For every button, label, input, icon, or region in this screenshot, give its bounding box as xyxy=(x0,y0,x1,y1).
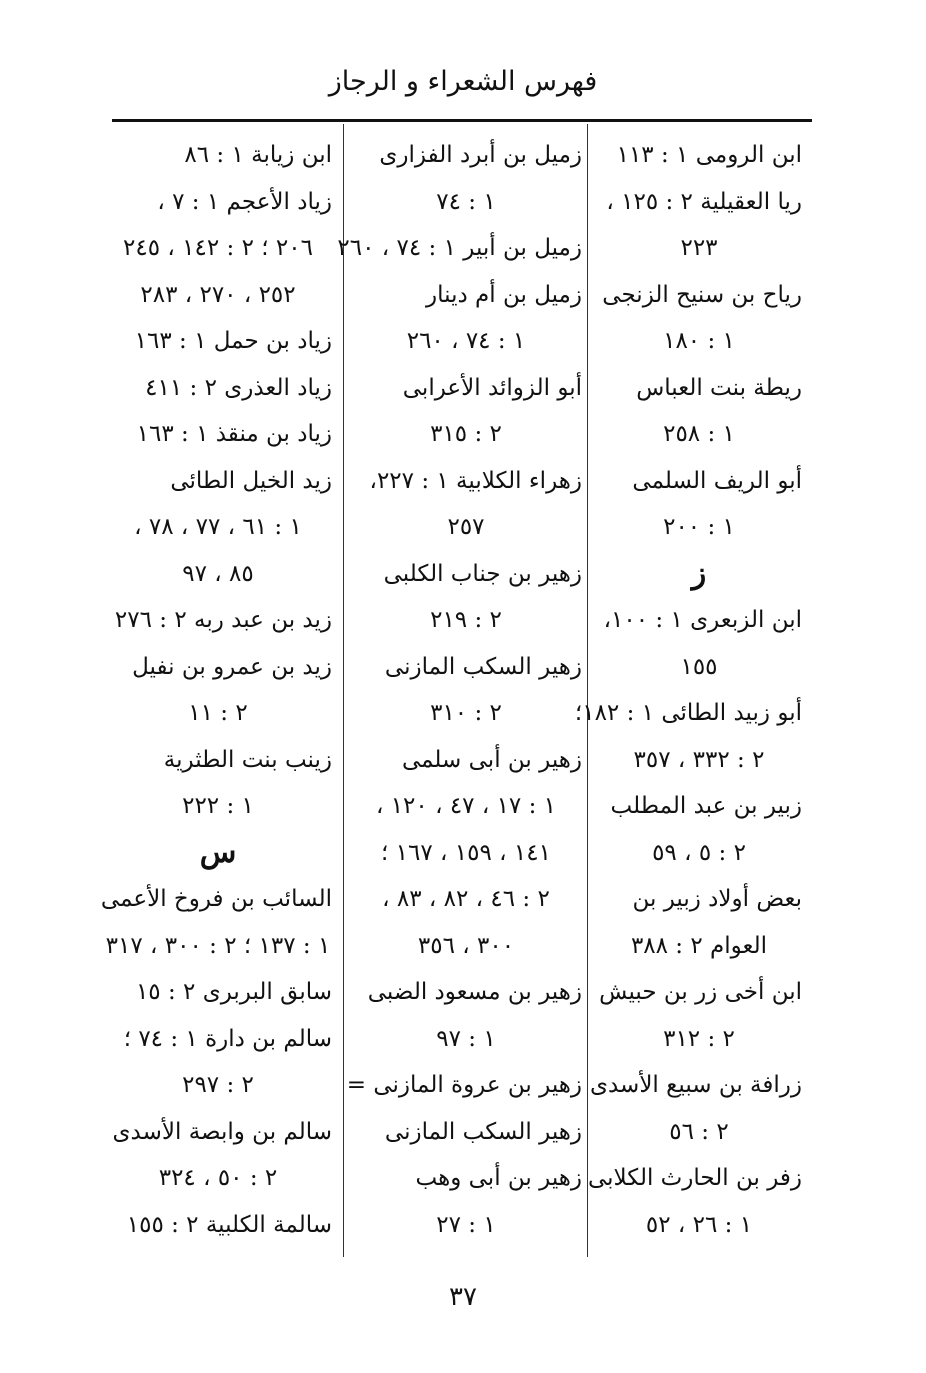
index-entry-line: ١ : ١٣٧ ؛ ٢ : ٣٠٠ ، ٣١٧ xyxy=(105,932,331,959)
index-entry-line: ٢ : ٢٩٧ xyxy=(182,1072,254,1098)
index-entry-line: زياد بن حمل ١ : ١٦٣ xyxy=(134,328,332,354)
index-entry-line: أبو الزوائد الأعرابى xyxy=(402,374,582,401)
column-divider-left xyxy=(343,124,344,1257)
index-entry-line: ٢٠٦ ؛ ٢ : ١٤٢ ، ٢٤٥ xyxy=(123,235,313,261)
section-letter: س xyxy=(199,834,237,870)
index-entry-line: ١ : ٧٤ xyxy=(436,188,496,215)
index-column-left xyxy=(100,132,332,1262)
index-entry-line: سالم بن دارة ١ : ٧٤ ؛ xyxy=(123,1025,332,1052)
index-entry-line: أبو زبيد الطائى ١ : ١٨٢؛ xyxy=(574,700,802,726)
index-entry-line: ١ : ٢٢٢ xyxy=(182,793,254,819)
index-entry-line: ٢ : ٣٣٢ ، ٣٥٧ xyxy=(633,746,765,773)
index-entry-line: زياد الأعجم ١ : ٧ ، xyxy=(157,188,332,215)
index-entry-line: زبير بن عبد المطلب xyxy=(610,793,802,819)
header-rule xyxy=(112,119,812,122)
index-entry-line: زهير بن مسعود الضبى xyxy=(367,979,582,1005)
index-entry-line: ٢ : ٥٦ xyxy=(669,1118,729,1145)
index-entry-line: رياح بن سنيح الزنجى xyxy=(602,281,802,308)
index-entry-line: ١ : ٢٥٨ xyxy=(663,421,735,447)
index-entry-line: العوام ٢ : ٣٨٨ xyxy=(630,932,768,959)
index-entry-line: زهير السكب المازنى xyxy=(384,653,582,680)
index-entry-line: بعض أولاد زبير بن xyxy=(632,886,802,912)
index-entry-line: ٢٢٣ xyxy=(680,235,718,261)
index-entry-line: ٢ : ٥٠ ، ٣٢٤ xyxy=(158,1165,278,1191)
section-letter: ز xyxy=(691,555,707,591)
index-entry-line: ٢ : ٢١٩ xyxy=(430,607,502,633)
index-entry-line: زميل بن أبرد الفزارى xyxy=(379,142,582,168)
index-entry-line: ابن زيابة ١ : ٨٦ xyxy=(184,142,332,168)
index-entry-line: زرافة بن سبيع الأسدى xyxy=(589,1072,802,1098)
index-entry-line: زهير بن أبى سلمى xyxy=(401,746,582,773)
page-number: ٣٧ xyxy=(449,1282,477,1312)
index-entry-line: ١٥٥ xyxy=(680,653,718,680)
index-entry-line: ٢ : ٣١٠ xyxy=(430,700,502,726)
index-entry-line: زهير بن عروة المازنى = xyxy=(346,1072,582,1098)
running-head-title: فهرس الشعراء و الرجاز xyxy=(328,66,598,97)
index-column-right xyxy=(574,132,802,1262)
index-entry-line: ابن الرومى ١ : ١١٣ xyxy=(616,142,802,168)
index-entry-line: ريا العقيلية ٢ : ١٢٥ ، xyxy=(606,188,802,215)
index-entry-line: ابن الزبعرى ١ : ١٠٠، xyxy=(603,607,802,633)
index-entry-line: ١ : ٧٤ ، ٢٦٠ xyxy=(406,328,526,354)
index-entry-line: ١ : ٩٧ xyxy=(436,1025,496,1052)
index-column-middle xyxy=(337,132,582,1262)
index-entry-line: زيد بن عمرو بن نفيل xyxy=(132,653,332,680)
index-entry-line: ابن أخى زر بن حبيش xyxy=(599,979,802,1005)
index-entry-line: سالمة الكلبية ٢ : ١٥٥ xyxy=(126,1211,332,1238)
index-entry-line: سالم بن وابصة الأسدى xyxy=(112,1118,332,1145)
index-entry-line: ٢ : ٥ ، ٥٩ xyxy=(652,839,746,866)
index-entry-line: ١٤١ ، ١٥٩ ، ١٦٧ ؛ xyxy=(381,839,551,866)
index-entry-line: ٢ : ٣١٥ xyxy=(430,421,502,447)
index-entry-line: السائب بن فروخ الأعمى xyxy=(100,886,332,912)
index-entry-line: ١ : ٢٦ ، ٥٢ xyxy=(645,1211,753,1238)
index-entry-line: ١ : ٦١ ، ٧٧ ، ٧٨ ، xyxy=(134,514,302,540)
index-entry-line: زهراء الكلابية ١ : ٢٢٧، xyxy=(369,467,582,494)
index-entry-line: زيد الخيل الطائى xyxy=(170,467,332,494)
index-entry-line: زهير السكب المازنى xyxy=(384,1118,582,1145)
index-entry-line: زهير بن جناب الكلبى xyxy=(383,560,582,587)
index-entry-line: أبو الريف السلمى xyxy=(632,467,802,494)
index-entry-line: زميل بن أم دينار xyxy=(426,281,582,308)
index-entry-line: ٢ : ١١ xyxy=(188,700,248,726)
index-entry-line: زهير بن أبى وهب xyxy=(415,1165,582,1191)
index-entry-line: ١ : ٢٠٠ xyxy=(663,514,735,540)
index-entry-line: ١ : ١٧ ، ٤٧ ، ١٢٠ ، xyxy=(375,793,557,819)
index-entry-line: زياد بن منقذ ١ : ١٦٣ xyxy=(136,421,332,447)
index-entry-line: ريطة بنت العباس xyxy=(636,374,802,401)
index-entry-line: زميل بن أبير ١ : ٧٤ ، ٢٦٠ xyxy=(337,235,582,261)
index-entry-line: زينب بنت الطثرية xyxy=(163,746,332,773)
index-entry-line: زفر بن الحارث الكلابى xyxy=(587,1165,802,1191)
index-entry-line: سابق البربرى ٢ : ١٥ xyxy=(135,979,332,1005)
index-entry-line: ٢ : ٣١٢ xyxy=(663,1025,735,1052)
index-entry-line: ١ : ٢٧ xyxy=(436,1211,496,1238)
index-entry-line: زيد بن عبد ربه ٢ : ٢٧٦ xyxy=(114,607,332,633)
index-entry-line: ٨٥ ، ٩٧ xyxy=(182,560,254,587)
index-entry-line: ١ : ١٨٠ xyxy=(663,328,735,354)
index-entry-line: ٢٥٢ ، ٢٧٠ ، ٢٨٣ xyxy=(140,281,296,308)
index-entry-line: زياد العذرى ٢ : ٤١١ xyxy=(145,374,332,401)
index-entry-line: ٣٠٠ ، ٣٥٦ xyxy=(417,932,515,959)
index-entry-line: ٢٥٧ xyxy=(447,514,485,540)
index-entry-line: ٢ : ٤٦ ، ٨٢ ، ٨٣ ، xyxy=(382,886,550,912)
